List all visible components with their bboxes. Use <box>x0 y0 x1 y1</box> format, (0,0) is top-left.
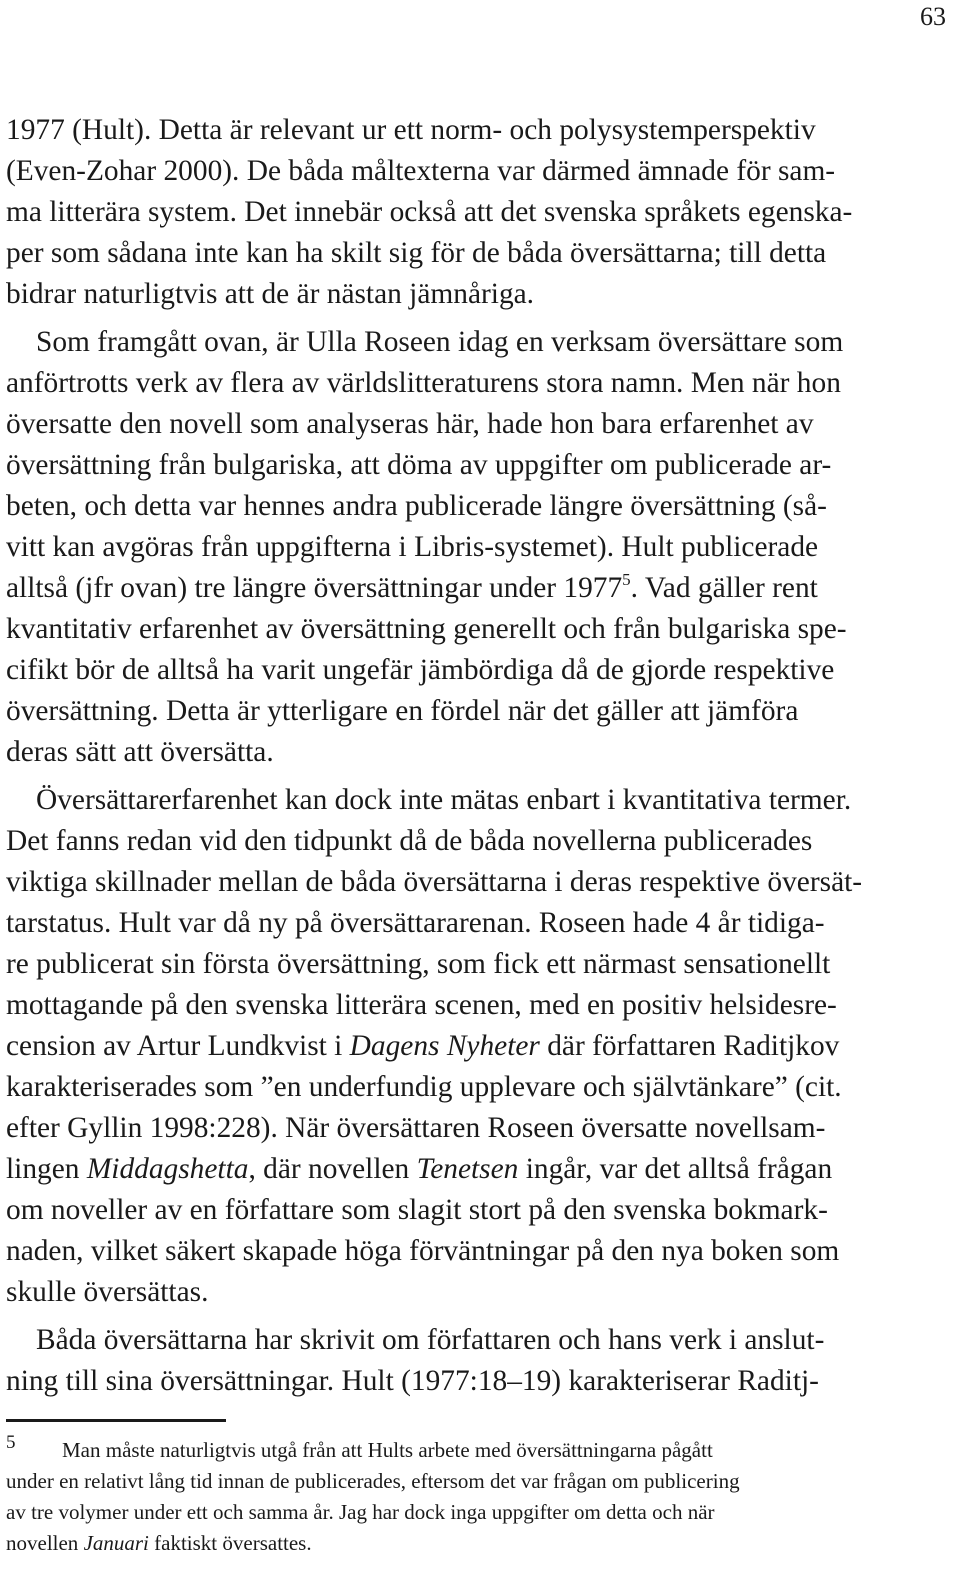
text-line: Båda översättarna har skrivit om författaren och hans verk i anslut- <box>36 1324 825 1356</box>
text-run: . Vad gäller rent <box>630 572 818 604</box>
text-run: där författaren Raditjkov <box>539 1030 840 1062</box>
text-run: ingår, var det alltså frågan <box>518 1153 833 1185</box>
text-line: efter Gyllin 1998:228). När översättaren Roseen översatte novellsam- <box>6 1112 826 1144</box>
text-line: ma litterära system. Det innebär också att det svenska språkets egenska- <box>6 196 853 228</box>
text-line: tarstatus. Hult var då ny på översättararenan. Roseen hade 4 år tidiga- <box>6 907 825 939</box>
text-run: novellen <box>6 1531 84 1555</box>
text-line: vitt kan avgöras från uppgifterna i Libris-systemet). Hult publicerade <box>6 531 819 563</box>
footnote-rule <box>6 1419 226 1422</box>
text-line: översatte den novell som analyseras här, hade hon bara erfarenhet av <box>6 408 814 440</box>
footnote-line: under en relativt lång tid innan de publicerades, eftersom det var frågan om publicering <box>6 1469 740 1493</box>
text-line <box>6 1032 839 1061</box>
text-line <box>6 570 818 604</box>
text-run: alltså (jfr ovan) tre längre översättningar under 1977 <box>6 572 623 604</box>
text-line: Översättarerfarenhet kan dock inte mätas enbart i kvantitativa termer. <box>36 784 852 816</box>
text-line: bidrar naturligtvis att de är nästan jämnåriga. <box>6 278 535 310</box>
text-line <box>6 1155 832 1184</box>
text-line: Det fanns redan vid den tidpunkt då de båda novellerna publicerades <box>6 825 813 857</box>
text-line: mottagande på den svenska litterära scenen, med en positiv helsidesre- <box>6 989 837 1021</box>
text-line: ning till sina översättningar. Hult (1977:18–19) karakteriserar Raditj- <box>6 1365 819 1397</box>
italic-title: Januari <box>83 1531 149 1555</box>
text-line: anförtrotts verk av flera av världslitteraturens stora namn. Men när hon <box>6 367 841 399</box>
text-line: deras sätt att översätta. <box>6 736 274 768</box>
text-line: översättning från bulgariska, att döma av uppgifter om publicerade ar- <box>6 449 832 481</box>
text-line: naden, vilket säkert skapade höga förväntningar på den nya boken som <box>6 1235 840 1267</box>
footnote-number: 5 <box>6 1432 16 1453</box>
footnote-line <box>6 1533 312 1554</box>
text-line: översättning. Detta är ytterligare en fördel när det gäller att jämföra <box>6 695 799 727</box>
text-run: faktiskt översattes. <box>148 1531 312 1555</box>
text-line: 1977 (Hult). Detta är relevant ur ett norm- och polysystemperspektiv <box>6 114 816 146</box>
text-line: karakteriserades som ”en underfundig upplevare och självtänkare” (cit. <box>6 1071 842 1103</box>
text-line: per som sådana inte kan ha skilt sig för de båda översättarna; till detta <box>6 237 827 269</box>
text-line: om noveller av en författare som slagit stort på den svenska bokmark- <box>6 1194 828 1226</box>
text-run: , där novellen <box>248 1153 417 1185</box>
footnote-reference[interactable]: 5 <box>622 570 631 589</box>
text-line: beten, och detta var hennes andra publicerade längre översättning (så- <box>6 490 827 522</box>
text-line: re publicerat sin första översättning, som fick ett närmast sensationellt <box>6 948 831 980</box>
footnote-line: Man måste naturligtvis utgå från att Hults arbete med översättningarna pågått <box>62 1438 713 1462</box>
italic-title: Middagshetta <box>86 1153 249 1185</box>
footnote-line: av tre volymer under ett och samma år. Jag har dock inga uppgifter om detta och när <box>6 1500 715 1524</box>
text-run: cension av Artur Lundkvist i <box>6 1030 350 1062</box>
text-line: skulle översättas. <box>6 1276 209 1308</box>
text-line: (Even-Zohar 2000). De båda måltexterna var därmed ämnade för sam- <box>6 155 836 187</box>
italic-title: Tenetsen <box>416 1153 519 1185</box>
text-line: cifikt bör de alltså ha varit ungefär jämbördiga då de gjorde respektive <box>6 654 835 686</box>
text-run: lingen <box>6 1153 87 1185</box>
italic-title: Dagens Nyheter <box>349 1030 540 1062</box>
text-line: viktiga skillnader mellan de båda översättarna i deras respektive översät- <box>6 866 863 898</box>
text-line: Som framgått ovan, är Ulla Roseen idag en verksam översättare som <box>36 326 844 358</box>
page-number: 63 <box>920 2 946 31</box>
text-line: kvantitativ erfarenhet av översättning generellt och från bulgariska spe- <box>6 613 847 645</box>
